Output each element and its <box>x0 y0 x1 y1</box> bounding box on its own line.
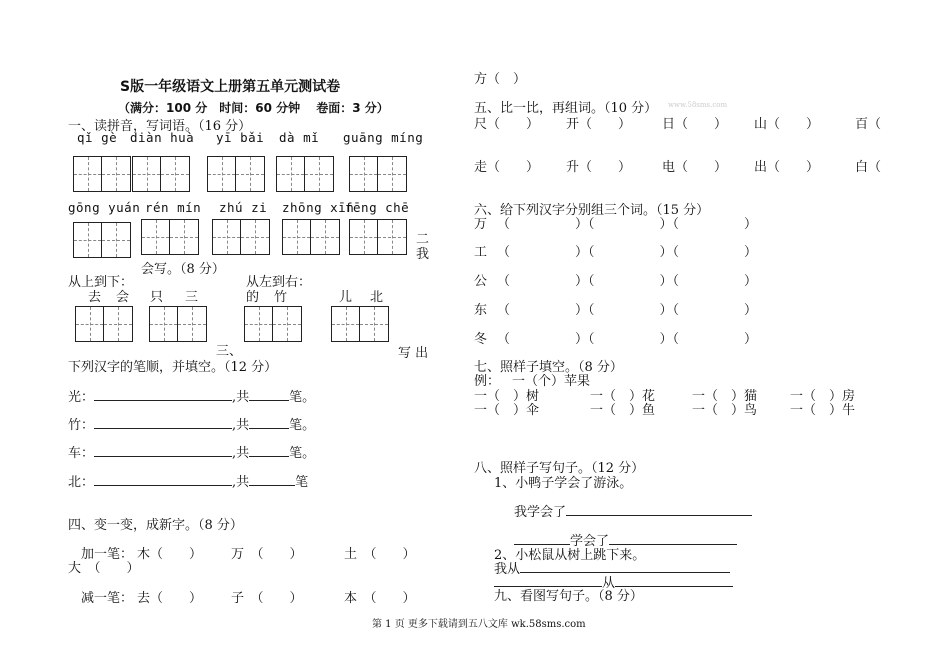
section7-heading: 七、照样子填空。（8 分） <box>474 360 623 375</box>
section3-marker: 三、 <box>216 344 243 359</box>
compare-item: 尺（ ） <box>474 117 540 132</box>
compare-item: 山（ ） <box>754 117 820 132</box>
section2-number: 二 <box>416 232 430 247</box>
pinyin-6: gōng yuán <box>68 200 141 215</box>
remove-stroke-item: 去（ ） <box>137 591 203 606</box>
answer-blank[interactable] <box>566 503 752 516</box>
watermark: www.58sms.com <box>668 101 728 109</box>
stroke-char: 的 <box>246 290 260 305</box>
word-group-char: 东 <box>474 303 488 318</box>
stroke-row <box>68 471 308 490</box>
word-group-char: 公 <box>474 274 488 289</box>
pinyin-2: diàn huà <box>130 130 195 145</box>
answer-blank[interactable] <box>249 473 295 486</box>
add-stroke-item: 大 （ ） <box>68 561 140 576</box>
stroke-char: 只 <box>150 290 164 305</box>
measure-word-item: 一（ ）猫 <box>692 389 758 404</box>
stroke-row <box>68 442 315 461</box>
answer-blank[interactable] <box>249 416 289 429</box>
stroke-char: 北 <box>370 290 384 305</box>
example-label: 例： <box>474 374 501 389</box>
writing-grid[interactable] <box>132 156 190 192</box>
pinyin-5: guāng míng <box>343 130 424 145</box>
writing-grid[interactable] <box>73 156 131 192</box>
section1-heading: 一、读拼音，写词语。（16 分） <box>68 119 252 134</box>
word-group-char: 冬 <box>474 332 488 347</box>
top-down-label: 从上到下： <box>68 275 134 290</box>
stroke-char: 竹 <box>274 290 288 305</box>
word-group-row: 冬 （ ）（ ）（ ） <box>474 332 758 347</box>
section9-heading: 九、看图写句子。（8 分） <box>494 589 643 604</box>
pinyin-1: qǐ gè <box>77 130 118 145</box>
answer-blank[interactable] <box>249 388 289 401</box>
section2-heading: 会写。（8 分） <box>141 262 225 277</box>
stroke-row <box>68 386 315 405</box>
measure-word-item: 一（ ）鸟 <box>692 403 758 418</box>
writing-grid[interactable] <box>207 156 265 192</box>
add-stroke-item: 万 （ ） <box>231 547 303 562</box>
measure-word-item: 一（ ）花 <box>590 389 656 404</box>
stroke-row-gong: ,共 <box>232 475 250 490</box>
add-stroke-label: 加一笔： <box>81 547 134 562</box>
stroke-char: 去 <box>88 290 102 305</box>
page-footer: 第 1 页 更多下载请到五八文库 wk.58sms.com <box>372 619 586 630</box>
answer-blank[interactable] <box>94 473 232 486</box>
page-title: S版一年级语文上册第五单元测试卷 <box>120 79 341 95</box>
writing-grid[interactable] <box>282 219 340 255</box>
stroke-row-char: 光： <box>68 390 95 405</box>
word-group-row: 东 （ ）（ ）（ ） <box>474 303 758 318</box>
add-stroke-item: 土 （ ） <box>344 547 416 562</box>
measure-word-item: 一（ ）伞 <box>474 403 540 418</box>
measure-word-item: 一（ ）树 <box>474 389 540 404</box>
stroke-row-gong: ,共 <box>232 418 250 433</box>
writing-grid[interactable] <box>331 306 389 342</box>
stroke-row-bi: 笔。 <box>289 446 316 461</box>
stroke-char: 儿 <box>339 290 353 305</box>
compare-item: 升（ ） <box>566 160 632 175</box>
answer-blank[interactable] <box>94 388 232 401</box>
compare-item: 百（ <box>855 117 882 132</box>
remove-stroke-item: 本 （ ） <box>344 591 416 606</box>
stroke-row-gong: ,共 <box>232 446 250 461</box>
writing-grid[interactable] <box>276 156 334 192</box>
word-group-row: 万 （ ）（ ）（ ） <box>474 217 758 232</box>
pinyin-4: dà mǐ <box>279 130 320 145</box>
stroke-row-bi: 笔 <box>295 475 309 490</box>
stroke-row-bi: 笔。 <box>289 418 316 433</box>
measure-word-item: 一（ ）鱼 <box>590 403 656 418</box>
sentence-example-1: 1、小鸭子学会了游泳。 <box>494 476 633 491</box>
writing-grid[interactable] <box>75 306 133 342</box>
pinyin-9: zhōng xīn <box>282 200 355 215</box>
score-info: （满分：100 分 时间：60 分钟 卷面：3 分） <box>118 101 389 115</box>
section3-xie-chu: 写 出 <box>398 346 429 361</box>
answer-blank[interactable] <box>94 444 232 457</box>
remove-stroke-label: 减一笔： <box>81 591 134 606</box>
sentence-answer-row <box>514 501 752 520</box>
sentence-example-2: 2、小松鼠从树上跳下来。 <box>494 548 646 563</box>
writing-grid[interactable] <box>73 222 131 258</box>
add-stroke-item: 木（ ） <box>137 547 203 562</box>
word-group-row: 公 （ ）（ ）（ ） <box>474 274 758 289</box>
section6-heading: 六、给下列汉字分别组三个词。（15 分） <box>474 203 710 218</box>
section4-heading: 四、变一变，成新字。（8 分） <box>68 518 243 533</box>
measure-word-item: 一（ ）牛 <box>790 403 856 418</box>
writing-grid[interactable] <box>244 306 302 342</box>
writing-grid[interactable] <box>141 219 199 255</box>
pinyin-10: fēng chē <box>345 200 410 215</box>
compare-item: 日（ ） <box>662 117 728 132</box>
answer-blank[interactable] <box>94 416 232 429</box>
section2-wo: 我 <box>416 247 430 262</box>
word-group-row: 工 （ ）（ ）（ ） <box>474 245 758 260</box>
sentence-prefix: 我学会了 <box>514 505 567 520</box>
stroke-row-gong: ,共 <box>232 390 250 405</box>
stroke-row-bi: 笔。 <box>289 390 316 405</box>
example-text: 一（个）苹果 <box>512 374 591 389</box>
sentence-mid: 从 <box>602 576 616 591</box>
compare-item: 白（ <box>855 160 882 175</box>
stroke-row <box>68 414 315 433</box>
compare-item: 开（ ） <box>566 117 632 132</box>
sentence-prefix: 我从 <box>494 562 521 577</box>
compare-item: 电（ ） <box>662 160 728 175</box>
stroke-char: 三 <box>185 290 199 305</box>
word-group-char: 万 <box>474 217 488 232</box>
measure-word-item: 一（ ）房 <box>790 389 856 404</box>
pinyin-3: yī bǎi <box>216 130 265 145</box>
stroke-char: 会 <box>116 290 130 305</box>
remove-stroke-item: 子 （ ） <box>231 591 303 606</box>
stroke-row-char: 北： <box>68 475 95 490</box>
pinyin-7: rén mín <box>145 200 202 215</box>
fang-item: 方（ ） <box>474 72 527 87</box>
writing-grid[interactable] <box>212 219 270 255</box>
compare-item: 出（ ） <box>754 160 820 175</box>
writing-grid[interactable] <box>349 219 407 255</box>
section8-heading: 八、照样子写句子。（12 分） <box>474 461 645 476</box>
writing-grid[interactable] <box>349 156 407 192</box>
compare-item: 走（ ） <box>474 160 540 175</box>
word-group-char: 工 <box>474 245 488 260</box>
stroke-row-char: 竹： <box>68 418 95 433</box>
stroke-row-char: 车： <box>68 446 95 461</box>
left-right-label: 从左到右： <box>246 275 312 290</box>
sentence-mid: 学会了 <box>570 534 610 549</box>
answer-blank[interactable] <box>249 444 289 457</box>
pinyin-8: zhú zi <box>219 200 268 215</box>
section3-heading: 下列汉字的笔顺，并填空。（12 分） <box>68 360 278 375</box>
writing-grid[interactable] <box>149 306 207 342</box>
section5-heading: 五、比一比，再组词。（10 分） <box>474 101 658 116</box>
